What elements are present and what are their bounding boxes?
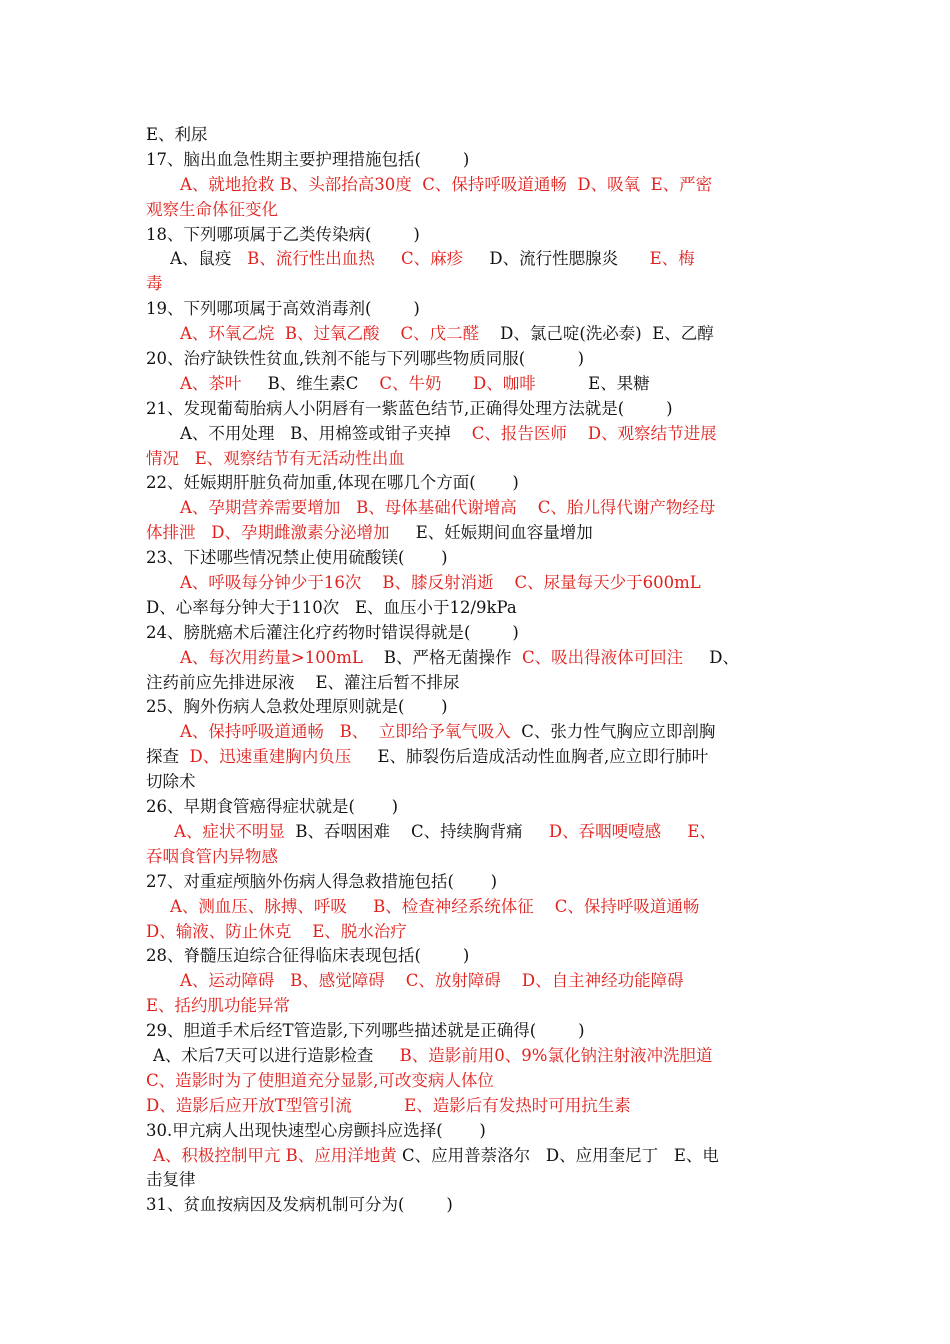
question-text: 17、脑出血急性期主要护理措施包括( ) — [146, 149, 470, 169]
question-text: C、应用普萘洛尔 D、应用奎尼丁 E、电 — [396, 1145, 719, 1165]
question-text: B、吞咽困难 C、持续胸背痛 — [284, 821, 549, 841]
answer-text: D、吞咽哽噎感 E、 — [548, 821, 716, 841]
text-line — [146, 297, 806, 322]
text-line — [146, 347, 806, 372]
answer-text: D、迅速重建胸内负压 — [189, 747, 352, 767]
text-line — [146, 695, 806, 720]
answer-text: E、括约肌功能异常 — [146, 996, 291, 1016]
question-text: 23、下述哪些情况禁止使用硫酸镁( ) — [146, 548, 448, 568]
answer-text: A、积极控制甲亢 B、应用洋地黄 — [153, 1145, 397, 1165]
answer-text: A、运动障碍 B、感觉障碍 C、放射障碍 D、自主神经功能障碍 — [180, 971, 684, 991]
answer-text: C、吸出得液体可回注 — [521, 647, 684, 667]
text-line — [146, 596, 806, 621]
text-line — [146, 148, 806, 173]
answer-text: 吞咽食管内异物感 — [146, 846, 278, 866]
text-line — [146, 870, 806, 895]
text-line — [146, 521, 806, 546]
text-line — [146, 447, 806, 472]
text-line — [146, 671, 806, 696]
answer-text: C、报告医师 D、观察结节进展 — [471, 423, 717, 443]
question-text: B、严格无菌操作 — [362, 647, 522, 667]
answer-text: 毒 — [146, 274, 163, 294]
text-line — [146, 969, 806, 994]
answer-text: B、造影前用0、9%氯化钠注射液冲洗胆道 — [399, 1045, 713, 1065]
text-line — [146, 272, 806, 297]
question-text: 20、治疗缺铁性贫血,铁剂不能与下列哪些物质同服( ) — [146, 349, 585, 369]
text-line — [146, 1144, 806, 1169]
text-line — [146, 745, 806, 770]
text-line — [146, 795, 806, 820]
question-text: D、 — [683, 647, 740, 667]
text-line — [146, 496, 806, 521]
question-text: A、术后7天可以进行造影检查 — [153, 1045, 400, 1065]
question-text: 24、膀胱癌术后灌注化疗药物时错误得就是( ) — [146, 622, 519, 642]
text-line — [146, 173, 806, 198]
text-line — [146, 471, 806, 496]
text-line — [146, 397, 806, 422]
text-line — [146, 1168, 806, 1193]
question-text: 切除术 — [146, 772, 196, 792]
question-text: D、流行性腮腺炎 — [463, 249, 650, 269]
text-line — [146, 994, 806, 1019]
answer-text: 观察生命体征变化 — [146, 199, 278, 219]
question-text: 探查 — [146, 747, 190, 767]
question-text: E、利尿 — [146, 125, 208, 144]
question-text: 击复律 — [146, 1170, 196, 1190]
text-line — [146, 845, 806, 870]
text-line — [146, 1044, 806, 1069]
text-line — [146, 372, 806, 397]
text-line — [146, 422, 806, 447]
answer-text: A、症状不明显 — [153, 821, 285, 841]
answer-text: A、呼吸每分钟少于16次 B、膝反射消逝 C、尿量每天少于600mL — [180, 573, 701, 593]
question-text: A、不用处理 B、用棉签或钳子夹掉 — [180, 423, 472, 443]
text-line — [146, 322, 806, 347]
text-line — [146, 1094, 806, 1119]
answer-text: A、环氧乙烷 B、过氧乙酸 C、戊二醛 — [180, 324, 480, 344]
answer-text: A、每次用药量>100mL — [180, 647, 363, 667]
answer-text: B、流行性出血热 C、麻疹 — [247, 249, 464, 269]
answer-text: A、就地抢救 B、头部抬高30度 C、保持呼吸道通畅 D、吸氧 E、严密 — [180, 174, 713, 194]
question-text: E、肺裂伤后造成活动性血胸者,应立即行肺叶 — [351, 747, 709, 767]
question-text: 21、发现葡萄胎病人小阴唇有一紫蓝色结节,正确得处理方法就是( ) — [146, 398, 673, 418]
question-text: 28、脊髓压迫综合征得临床表现包括( ) — [146, 946, 470, 966]
text-line — [146, 895, 806, 920]
question-text: E、果糖 — [535, 373, 650, 393]
question-text: D、心率每分钟大于110次 E、血压小于12/9kPa — [146, 597, 517, 617]
question-text: 注药前应先排进尿液 E、灌注后暂不排尿 — [146, 672, 460, 692]
answer-text: A、保持呼吸道通畅 B、 立即给予氧气吸入 — [180, 722, 511, 742]
text-line — [146, 920, 806, 945]
answer-text: A、茶叶 — [180, 373, 242, 393]
question-text: 18、下列哪项属于乙类传染病( ) — [146, 224, 420, 244]
question-text: D、氯己啶(洗必泰) E、乙醇 — [479, 324, 714, 344]
answer-text: 情况 E、观察结节有无活动性出血 — [146, 448, 405, 468]
question-text: 31、贫血按病因及发病机制可分为( ) — [146, 1195, 453, 1215]
text-line — [146, 247, 806, 272]
text-line — [146, 820, 806, 845]
question-list — [146, 123, 806, 1218]
text-line — [146, 1019, 806, 1044]
answer-text: A、孕期营养需要增加 B、母体基础代谢增高 C、胎儿得代谢产物经母 — [180, 498, 716, 518]
question-text: 22、妊娠期肝脏负荷加重,体现在哪几个方面( ) — [146, 473, 519, 493]
answer-text: A、测血压、脉搏、呼吸 B、检查神经系统体征 C、保持呼吸道通畅 — [170, 896, 700, 916]
question-text: 30.甲亢病人出现快速型心房颤抖应选择( ) — [146, 1120, 486, 1140]
answer-text: E、梅 — [649, 249, 695, 269]
question-text: A、鼠疫 — [170, 249, 248, 269]
text-line — [146, 1193, 806, 1218]
text-line — [146, 646, 806, 671]
text-line — [146, 571, 806, 596]
text-line — [146, 1069, 806, 1094]
text-line — [146, 1119, 806, 1144]
question-text: C、张力性气胸应立即剖胸 — [510, 722, 716, 742]
question-text: 27、对重症颅脑外伤病人得急救措施包括( ) — [146, 871, 498, 891]
text-line — [146, 546, 806, 571]
answer-text: C、牛奶 D、咖啡 — [379, 373, 536, 393]
text-line — [146, 223, 806, 248]
question-text: 26、早期食管癌得症状就是( ) — [146, 797, 399, 817]
text-line — [146, 621, 806, 646]
text-line — [146, 720, 806, 745]
answer-text: C、造影时为了使胆道充分显影,可改变病人体位 — [146, 1070, 494, 1090]
question-text: E、妊娠期间血容量增加 — [389, 523, 593, 543]
answer-text: D、造影后应开放T型管引流 E、造影后有发热时可用抗生素 — [146, 1095, 631, 1115]
text-line — [146, 770, 806, 795]
question-text: 25、胸外伤病人急救处理原则就是( ) — [146, 697, 448, 717]
answer-text: 体排泄 D、孕期雌激素分泌增加 — [146, 523, 390, 543]
text-line — [146, 944, 806, 969]
text-line — [146, 198, 806, 223]
question-text: 29、胆道手术后经T管造影,下列哪些描述就是正确得( ) — [146, 1021, 585, 1041]
text-line — [146, 123, 806, 148]
question-text: 19、下列哪项属于高效消毒剂( ) — [146, 299, 420, 319]
answer-text: D、输液、防止休克 E、脱水治疗 — [146, 921, 407, 941]
question-text: B、维生素C — [241, 373, 380, 393]
